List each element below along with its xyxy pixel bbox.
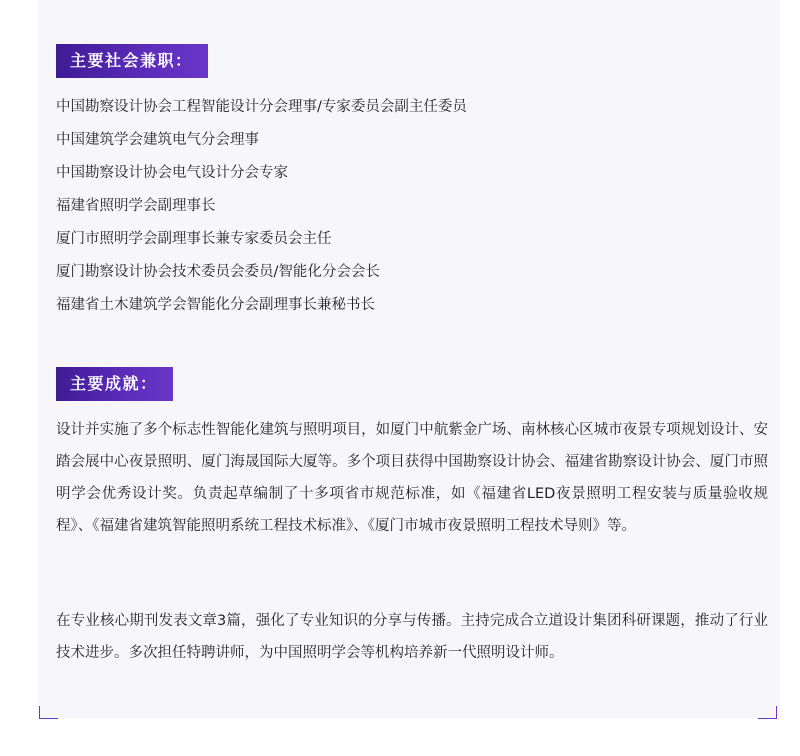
role-item: 中国勘察设计协会工程智能设计分会理事/专家委员会副主任委员 bbox=[56, 99, 467, 115]
role-item: 厦门市照明学会副理事长兼专家委员会主任 bbox=[56, 231, 332, 247]
achievements-paragraph: 设计并实施了多个标志性智能化建筑与照明项目，如厦门中航紫金广场、南林核心区城市夜景专项规划设计、安踏会展中心夜景照明、厦门海晟国际大厦等。多个项目获得中国勘察设计协会、福建省勘察设计协会、厦门市照明学会优秀设计奖。负责起草编制了十多项省市规范标准，如《福建省LED夜景照明工程安装与质量验收规程》、《福建省建筑智能照明系统工程技术标准》、《厦门市城市夜景照明工程技术导则》等。 bbox=[56, 422, 768, 534]
achievements-heading: 主要成就： bbox=[56, 367, 173, 401]
role-item: 福建省照明学会副理事长 bbox=[56, 198, 216, 214]
social-roles-list bbox=[56, 91, 756, 322]
role-item: 中国勘察设计协会电气设计分会专家 bbox=[56, 165, 288, 181]
corner-bracket-left bbox=[39, 706, 58, 719]
role-item: 厦门勘察设计协会技术委员会委员/智能化分会会长 bbox=[56, 264, 380, 280]
social-roles-heading: 主要社会兼职： bbox=[56, 44, 208, 78]
achievements-paragraph: 在专业核心期刊发表文章3篇，强化了专业知识的分享与传播。主持完成合立道设计集团科研课题，推动了行业技术进步。多次担任特聘讲师，为中国照明学会等机构培养新一代照明设计师。 bbox=[56, 613, 768, 661]
role-item: 中国建筑学会建筑电气分会理事 bbox=[56, 132, 259, 148]
corner-bracket-right bbox=[758, 706, 777, 719]
role-item: 福建省土木建筑学会智能化分会副理事长兼秘书长 bbox=[56, 297, 375, 313]
